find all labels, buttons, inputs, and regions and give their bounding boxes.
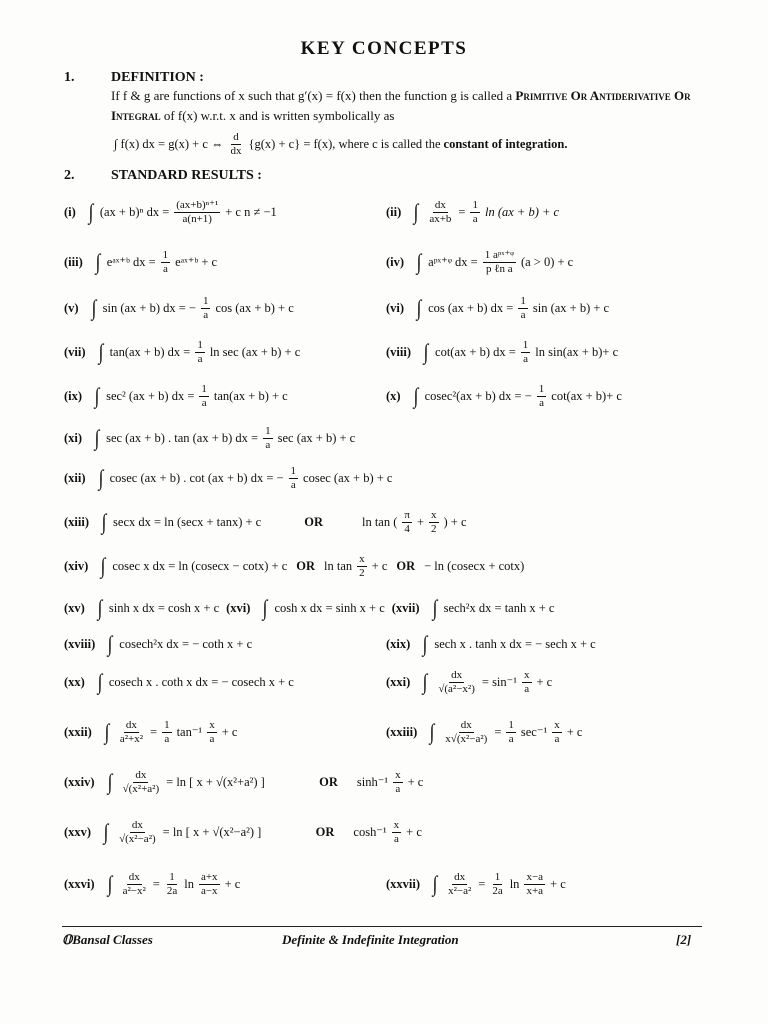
formula-xxii: (xxii) ∫ $\frac{dx}{\text{a²+x²}}$ = $\frac{1}{a}$ tan⁻¹ $\frac{x}{a}$ + c — [64, 718, 238, 745]
formula-ii: (ii) ∫ $\frac{dx}{ax+b}$ = $\frac{1}{a}$ ln (ax + b) + c — [386, 198, 560, 225]
formula-xx: (xx) ∫ cosech x . coth x dx = − cosech x + c — [64, 669, 294, 694]
definition-text-b: of f(x) w.r.t. x and is written symbolically as — [163, 108, 395, 123]
definition-formula — [114, 124, 567, 164]
formula-i: (i) ∫ (ax + b)ⁿ dx = $\frac{\text{(ax+b)ⁿ⁺¹}}{a(n+1)}$ + c n ≠ −1 — [64, 198, 277, 225]
def-formula-b: {g(x) + c} = f(x), where c is called the — [248, 136, 441, 151]
footer-publisher: 𝕆Bansal Classes — [62, 932, 153, 947]
definition-term: Primitive Or Antiderivative Or Integral — [111, 88, 691, 123]
formula-xv-xvi-xvii: (xv) ∫ sinh x dx = cosh x + c (xvi) ∫ cosh x dx = sinh x + c (xvii) ∫ sech²x dx = tanh x + c — [64, 595, 555, 620]
section-2-number: 2. — [64, 168, 75, 183]
page-title: KEY CONCEPTS — [300, 38, 468, 59]
formula-iii: (iii) ∫ eᵃˣ⁺ᵇ dx = $\frac{1}{a}$ eᵃˣ⁺ᵇ + c — [64, 248, 218, 275]
formula-iv: (iv) ∫ aᵖˣ⁺ᵠ dx = $\frac{\text{1 aᵖˣ⁺ᵠ}}{\text{p ℓn a}}$ (a > 0) + c — [386, 248, 574, 275]
publisher-logo-icon: 𝕆 — [62, 932, 73, 947]
formula-xiii: (xiii) ∫ secx dx = ln (secx + tanx) + c OR ln tan ( $\frac{\pi}{4}$ + $\frac{x}{2}$ ) + c — [64, 508, 467, 535]
formula-vi: (vi) ∫ cos (ax + b) dx = $\frac{1}{a}$ sin (ax + b) + c — [386, 294, 610, 321]
formula-xiv: (xiv) ∫ cosec x dx = ln (cosecx − cotx) + c OR ln tan $\frac{x}{2}$ + c OR − ln (cosecx + cotx) — [64, 552, 525, 579]
section-1-heading: DEFINITION : — [111, 70, 204, 85]
formula-xxvi: (xxvi) ∫ $\frac{dx}{\text{a²−x²}}$ = $\frac{1}{2a}$ ln $\frac{a+x}{a-x}$ + c — [64, 870, 241, 897]
formula-xviii: (xviii) ∫ cosech²x dx = − coth x + c — [64, 631, 253, 656]
footer-rule — [62, 926, 702, 927]
formula-xii: (xii) ∫ cosec (ax + b) . cot (ax + b) dx = − $\frac{1}{a}$ cosec (ax + b) + c — [64, 464, 393, 491]
formula-xxiv: (xxiv) ∫ $\frac{dx}{\text{√(x²+a²)}}$ = ln [ x + √(x²+a²) ] OR sinh⁻¹ $\frac{x}{a}$ + c — [64, 768, 424, 795]
formula-ix: (ix) ∫ sec² (ax + b) dx = $\frac{1}{a}$ tan(ax + b) + c — [64, 382, 288, 409]
def-constant-term: constant of integration. — [443, 136, 568, 151]
formula-xxv: (xxv) ∫ $\frac{dx}{\text{√(x²−a²)}}$ = ln [ x + √(x²−a²) ] OR cosh⁻¹ $\frac{x}{a}$ + c — [64, 818, 422, 845]
formula-xix: (xix) ∫ sech x . tanh x dx = − sech x + c — [386, 631, 596, 656]
definition-paragraph — [111, 86, 711, 126]
section-2-heading: STANDARD RESULTS : — [111, 168, 262, 183]
formula-x: (x) ∫ cosec²(ax + b) dx = − $\frac{1}{a}$ cot(ax + b)+ c — [386, 382, 622, 409]
formula-viii: (viii) ∫ cot(ax + b) dx = $\frac{1}{a}$ ln sin(ax + b)+ c — [386, 338, 619, 365]
footer-page-number: [2] — [676, 932, 692, 947]
formula-xxiii: (xxiii) ∫ $\frac{dx}{\text{x√(x²−a²)}}$ = $\frac{1}{a}$ sec⁻¹ $\frac{x}{a}$ + c — [386, 718, 583, 745]
formula-v: (v) ∫ sin (ax + b) dx = − $\frac{1}{a}$ cos (ax + b) + c — [64, 294, 294, 321]
def-formula-a: ∫ f(x) dx = g(x) + c ⇔ — [114, 136, 224, 151]
formula-xxi: (xxi) ∫ $\frac{dx}{\text{√(a²−x²)}}$ = sin⁻¹ $\frac{x}{a}$ + c — [386, 668, 553, 695]
section-1-number: 1. — [64, 70, 75, 85]
definition-text-a: If f & g are functions of x such that g′(x) = f(x) then the function g is called a — [111, 88, 513, 103]
formula-vii: (vii) ∫ tan(ax + b) dx = $\frac{1}{a}$ ln sec (ax + b) + c — [64, 338, 301, 365]
formula-xi: (xi) ∫ sec (ax + b) . tan (ax + b) dx = $\frac{1}{a}$ sec (ax + b) + c — [64, 424, 356, 451]
def-derivative-fraction: $\frac{d}{dx}$ — [230, 130, 242, 157]
footer-chapter-title: Definite & Indefinite Integration — [282, 932, 459, 947]
formula-xxvii: (xxvii) ∫ $\frac{dx}{\text{x²−a²}}$ = $\frac{1}{2a}$ ln $\frac{x-a}{x+a}$ + c — [386, 870, 566, 897]
